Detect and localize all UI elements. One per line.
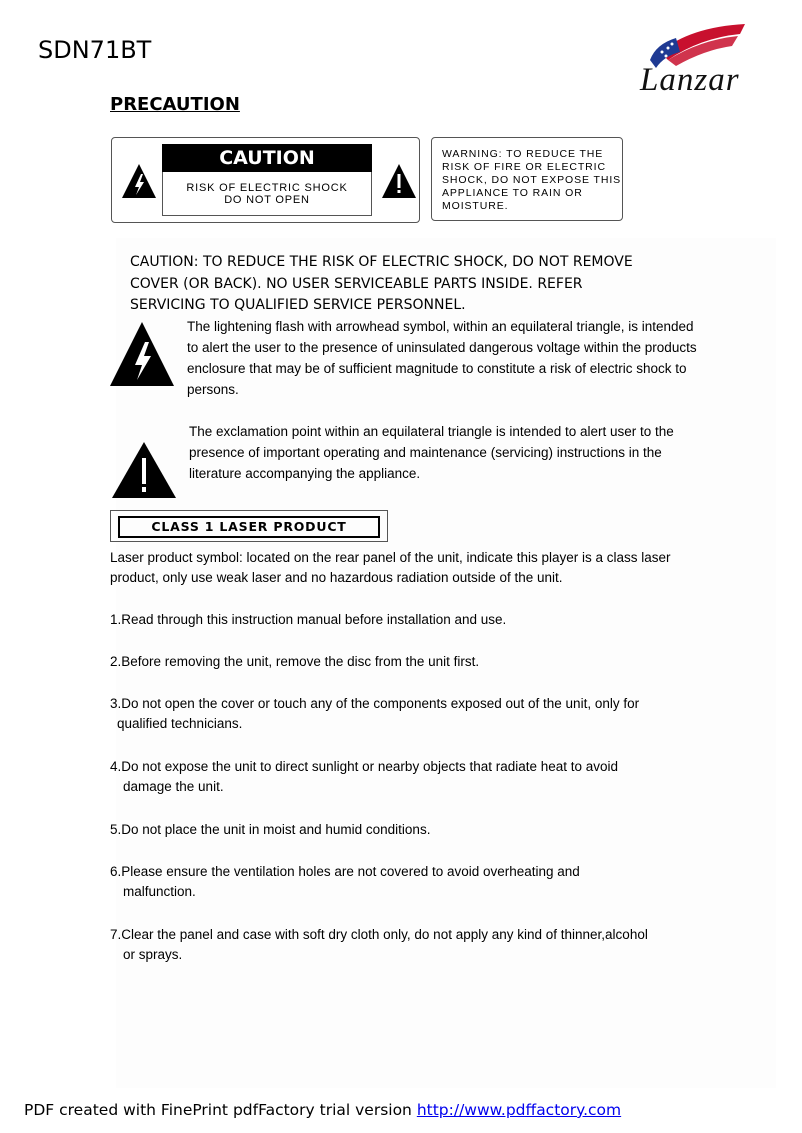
lightning-symbol-description: The lightening flash with arrowhead symbol, within an equilateral triangle, is intended to alert the user to the presence of uninsulated dangerous voltage within the products enclosure that may be of sufficient magnitude to constitute a risk of electric shock to persons. [187,319,697,397]
instruction-text: 3.Do not open the cover or touch any of the components exposed out of the unit, only for [110,696,640,711]
pdf-footer [24,1101,621,1119]
model-number: SDN71BT [38,36,152,64]
lanzar-logo [640,22,775,98]
lightning-triangle-icon [120,162,158,200]
instruction-item [110,694,690,734]
pdffactory-link[interactable]: http://www.pdffactory.com [416,1101,622,1119]
instruction-text: 7.Clear the panel and case with soft dry cloth only, do not apply any kind of thinner,alcohol [110,927,648,942]
instruction-item [110,862,690,902]
exclamation-triangle-icon [380,162,418,200]
caution-paragraph: CAUTION: TO REDUCE THE RISK OF ELECTRIC SHOCK, DO NOT REMOVE COVER (OR BACK). NO USER SERVICEABLE PARTS INSIDE. REFER SERVICING TO QUALIFIED SERVICE PERSONNEL. [130,254,633,313]
laser-label [110,510,388,542]
instruction-continuation: or sprays. [123,947,183,962]
instruction-continuation: malfunction. [123,884,196,899]
instruction-text: 1.Read through this instruction manual before installation and use. [110,612,507,627]
exclamation-symbol-description: The exclamation point within an equilateral triangle is intended to alert user to the presence of important operating and maintenance (servicing) instructions in the literature accompanying the appliance. [189,424,674,481]
brand-name: Lanzar [640,62,740,98]
section-title: PRECAUTION [110,94,240,115]
laser-description: Laser product symbol: located on the rear panel of the unit, indicate this player is a class laser product, only use weak laser and no hazardous radiation outside of the unit. [110,550,671,585]
warning-label [431,137,623,221]
instruction-text: 6.Please ensure the ventilation holes are not covered to avoid overheating and [110,864,580,879]
warning-text: WARNING: TO REDUCE THE RISK OF FIRE OR ELECTRIC SHOCK, DO NOT EXPOSE THIS APPLIANCE TO RAIN OR MOISTURE. [442,148,622,212]
instruction-continuation: qualified technicians. [117,716,243,731]
laser-label-text: CLASS 1 LASER PRODUCT [118,516,380,538]
caution-subtitle: RISK OF ELECTRIC SHOCK DO NOT OPEN [186,182,348,206]
instruction-text: 5.Do not place the unit in moist and humid conditions. [110,822,431,837]
instruction-continuation: damage the unit. [123,779,224,794]
caution-title: CAUTION [162,144,372,172]
caution-label [111,137,420,223]
instruction-text: 4.Do not expose the unit to direct sunlight or nearby objects that radiate heat to avoid [110,759,619,774]
instruction-item [110,652,690,672]
instruction-item [110,757,690,797]
instruction-text: 2.Before removing the unit, remove the disc from the unit first. [110,654,480,669]
instruction-item [110,610,690,630]
footer-text: PDF created with FinePrint pdfFactory trial version [24,1101,417,1119]
exclamation-triangle-icon [111,441,177,499]
lightning-triangle-icon [108,320,176,388]
instruction-item [110,820,690,840]
instruction-item [110,925,690,965]
